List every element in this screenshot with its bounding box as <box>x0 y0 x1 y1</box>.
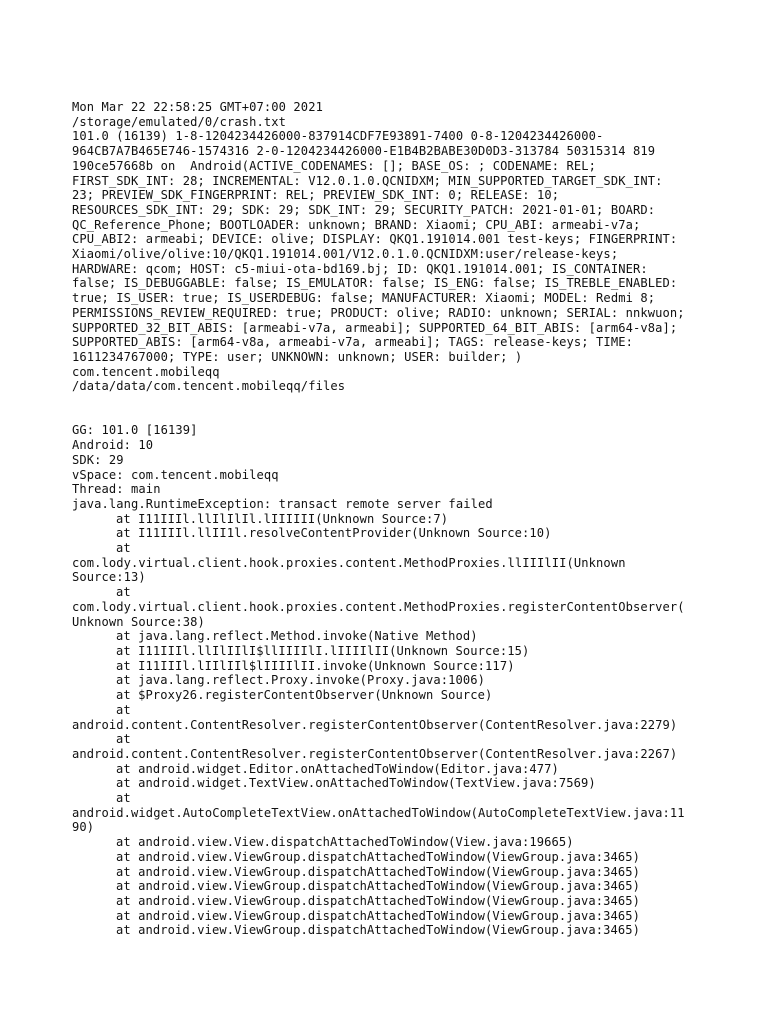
crash-file-path: /storage/emulated/0/crash.txt <box>72 114 287 129</box>
stack-frame: at android.view.ViewGroup.dispatchAttachedToWindow(ViewGroup.java:3465) <box>116 879 641 894</box>
crash-log-document <box>72 100 762 938</box>
android-version: Android: 10 <box>72 438 154 453</box>
stack-frame-continuation: Source:13) <box>72 570 146 585</box>
stack-frame: at android.view.ViewGroup.dispatchAttachedToWindow(ViewGroup.java:3465) <box>116 893 641 908</box>
stack-frame: at android.widget.TextView.onAttachedToWindow(TextView.java:7569) <box>116 776 596 791</box>
build-info-line: FIRST_SDK_INT: 28; INCREMENTAL: V12.0.1.0.QCNIDXM; MIN_SUPPORTED_TARGET_SDK_INT: <box>72 173 663 188</box>
stack-frame: at $Proxy26.registerContentObserver(Unknown Source) <box>116 688 493 703</box>
stack-frame: at java.lang.reflect.Method.invoke(Native Method) <box>116 629 478 644</box>
build-info-line: 23; PREVIEW_SDK_FINGERPRINT: REL; PREVIEW_SDK_INT: 0; RELEASE: 10; <box>72 188 560 203</box>
stack-frame-continuation: android.widget.AutoCompleteTextView.onAttachedToWindow(AutoCompleteTextView.java:11 <box>72 805 685 820</box>
build-info-line: 964CB7A7B465E746-1574316 2-0-1204234426000-E1B4B2BABE30D0D3-313784 50315314 819 <box>72 144 656 159</box>
stack-frame: at android.view.ViewGroup.dispatchAttachedToWindow(ViewGroup.java:3465) <box>116 849 641 864</box>
build-info-line: 190ce57668b on Android(ACTIVE_CODENAMES: []; BASE_OS: ; CODENAME: REL; <box>72 158 597 173</box>
stack-frame: at <box>116 702 131 717</box>
spacer <box>72 394 762 423</box>
files-directory: /data/data/com.tencent.mobileqq/files <box>72 379 346 394</box>
build-info-line: true; IS_USER: true; IS_USERDEBUG: false; MANUFACTURER: Xiaomi; MODEL: Redmi 8; <box>72 291 656 306</box>
crash-timestamp: Mon Mar 22 22:58:25 GMT+07:00 2021 <box>72 100 323 114</box>
build-info-line: false; IS_DEBUGGABLE: false; IS_EMULATOR: false; IS_ENG: false; IS_TREBLE_ENABLED: <box>72 276 678 291</box>
build-info-line: RESOURCES_SDK_INT: 29; SDK: 29; SDK_INT: 29; SECURITY_PATCH: 2021-01-01; BOARD: <box>72 202 656 217</box>
thread-name: Thread: main <box>72 482 161 497</box>
build-info-line: 1611234767000; TYPE: user; UNKNOWN: unknown; USER: builder; ) <box>72 349 523 364</box>
stack-frame: at android.view.ViewGroup.dispatchAttachedToWindow(ViewGroup.java:3465) <box>116 864 641 879</box>
exception-message: java.lang.RuntimeException: transact remote server failed <box>72 496 493 511</box>
build-info-line: PERMISSIONS_REVIEW_REQUIRED: true; PRODUCT: olive; RADIO: unknown; SERIAL: nnkwuon; <box>72 305 685 320</box>
stack-frame-continuation: com.lody.virtual.client.hook.proxies.content.MethodProxies.llIIIlII(Unknown <box>72 555 626 570</box>
stack-frame-continuation: 90) <box>72 820 95 835</box>
stack-frame-continuation: Unknown Source:38) <box>72 614 205 629</box>
build-info-line: QC_Reference_Phone; BOOTLOADER: unknown; BRAND: Xiaomi; CPU_ABI: armeabi-v7a; <box>72 217 641 232</box>
build-info-block <box>72 129 762 364</box>
stack-frame: at <box>116 791 131 806</box>
build-info-line: Xiaomi/olive/olive:10/QKQ1.191014.001/V12.0.1.0.QCNIDXM:user/release-keys; <box>72 247 619 262</box>
stack-trace <box>72 512 762 938</box>
stack-frame: at java.lang.reflect.Proxy.invoke(Proxy.java:1006) <box>116 673 486 688</box>
build-info-line: HARDWARE: qcom; HOST: c5-miui-ota-bd169.bj; ID: QKQ1.191014.001; IS_CONTAINER: <box>72 261 648 276</box>
stack-frame-continuation: android.content.ContentResolver.registerContentObserver(ContentResolver.java:2267) <box>72 746 678 761</box>
stack-frame: at android.view.ViewGroup.dispatchAttachedToWindow(ViewGroup.java:3465) <box>116 923 641 938</box>
stack-frame: at android.view.ViewGroup.dispatchAttachedToWindow(ViewGroup.java:3465) <box>116 908 641 923</box>
gg-version: GG: 101.0 [16139] <box>72 423 198 438</box>
build-info-line: SUPPORTED_ABIS: [arm64-v8a, armeabi-v7a, armeabi]; TAGS: release-keys; TIME: <box>72 335 633 350</box>
stack-frame: at I11IIIl.llIlIIlI$llIIIIlI.lIIIIlII(Unknown Source:15) <box>116 644 530 658</box>
vspace-package: vSpace: com.tencent.mobileqq <box>72 467 279 482</box>
stack-frame: at <box>116 732 131 747</box>
stack-frame: at I11IIIl.lIIlIIl$lIIIIlII.invoke(Unknown Source:117) <box>116 658 515 673</box>
build-info-line: CPU_ABI2: armeabi; DEVICE: olive; DISPLAY: QKQ1.191014.001 test-keys; FINGERPRINT: <box>72 232 678 247</box>
stack-frame-continuation: android.content.ContentResolver.registerContentObserver(ContentResolver.java:2279) <box>72 717 678 732</box>
stack-frame: at <box>116 585 131 600</box>
package-name: com.tencent.mobileqq <box>72 364 220 379</box>
stack-frame: at I11IIIl.llII1l.resolveContentProvider(Unknown Source:10) <box>116 526 552 541</box>
stack-frame: at android.view.View.dispatchAttachedToWindow(View.java:19665) <box>116 835 574 850</box>
stack-frame: at I11IIIl.llIlIlIl.lIIIIII(Unknown Source:7) <box>116 511 449 526</box>
stack-frame: at <box>116 541 131 556</box>
stack-frame: at android.widget.Editor.onAttachedToWindow(Editor.java:477) <box>116 761 559 776</box>
sdk-version: SDK: 29 <box>72 452 124 467</box>
build-info-line: 101.0 (16139) 1-8-1204234426000-837914CDF7E93891-7400 0-8-1204234426000- <box>72 129 604 144</box>
build-info-line: SUPPORTED_32_BIT_ABIS: [armeabi-v7a, armeabi]; SUPPORTED_64_BIT_ABIS: [arm64-v8a]; <box>72 320 678 335</box>
stack-frame-continuation: com.lody.virtual.client.hook.proxies.content.MethodProxies.registerContentObserver( <box>72 599 685 614</box>
